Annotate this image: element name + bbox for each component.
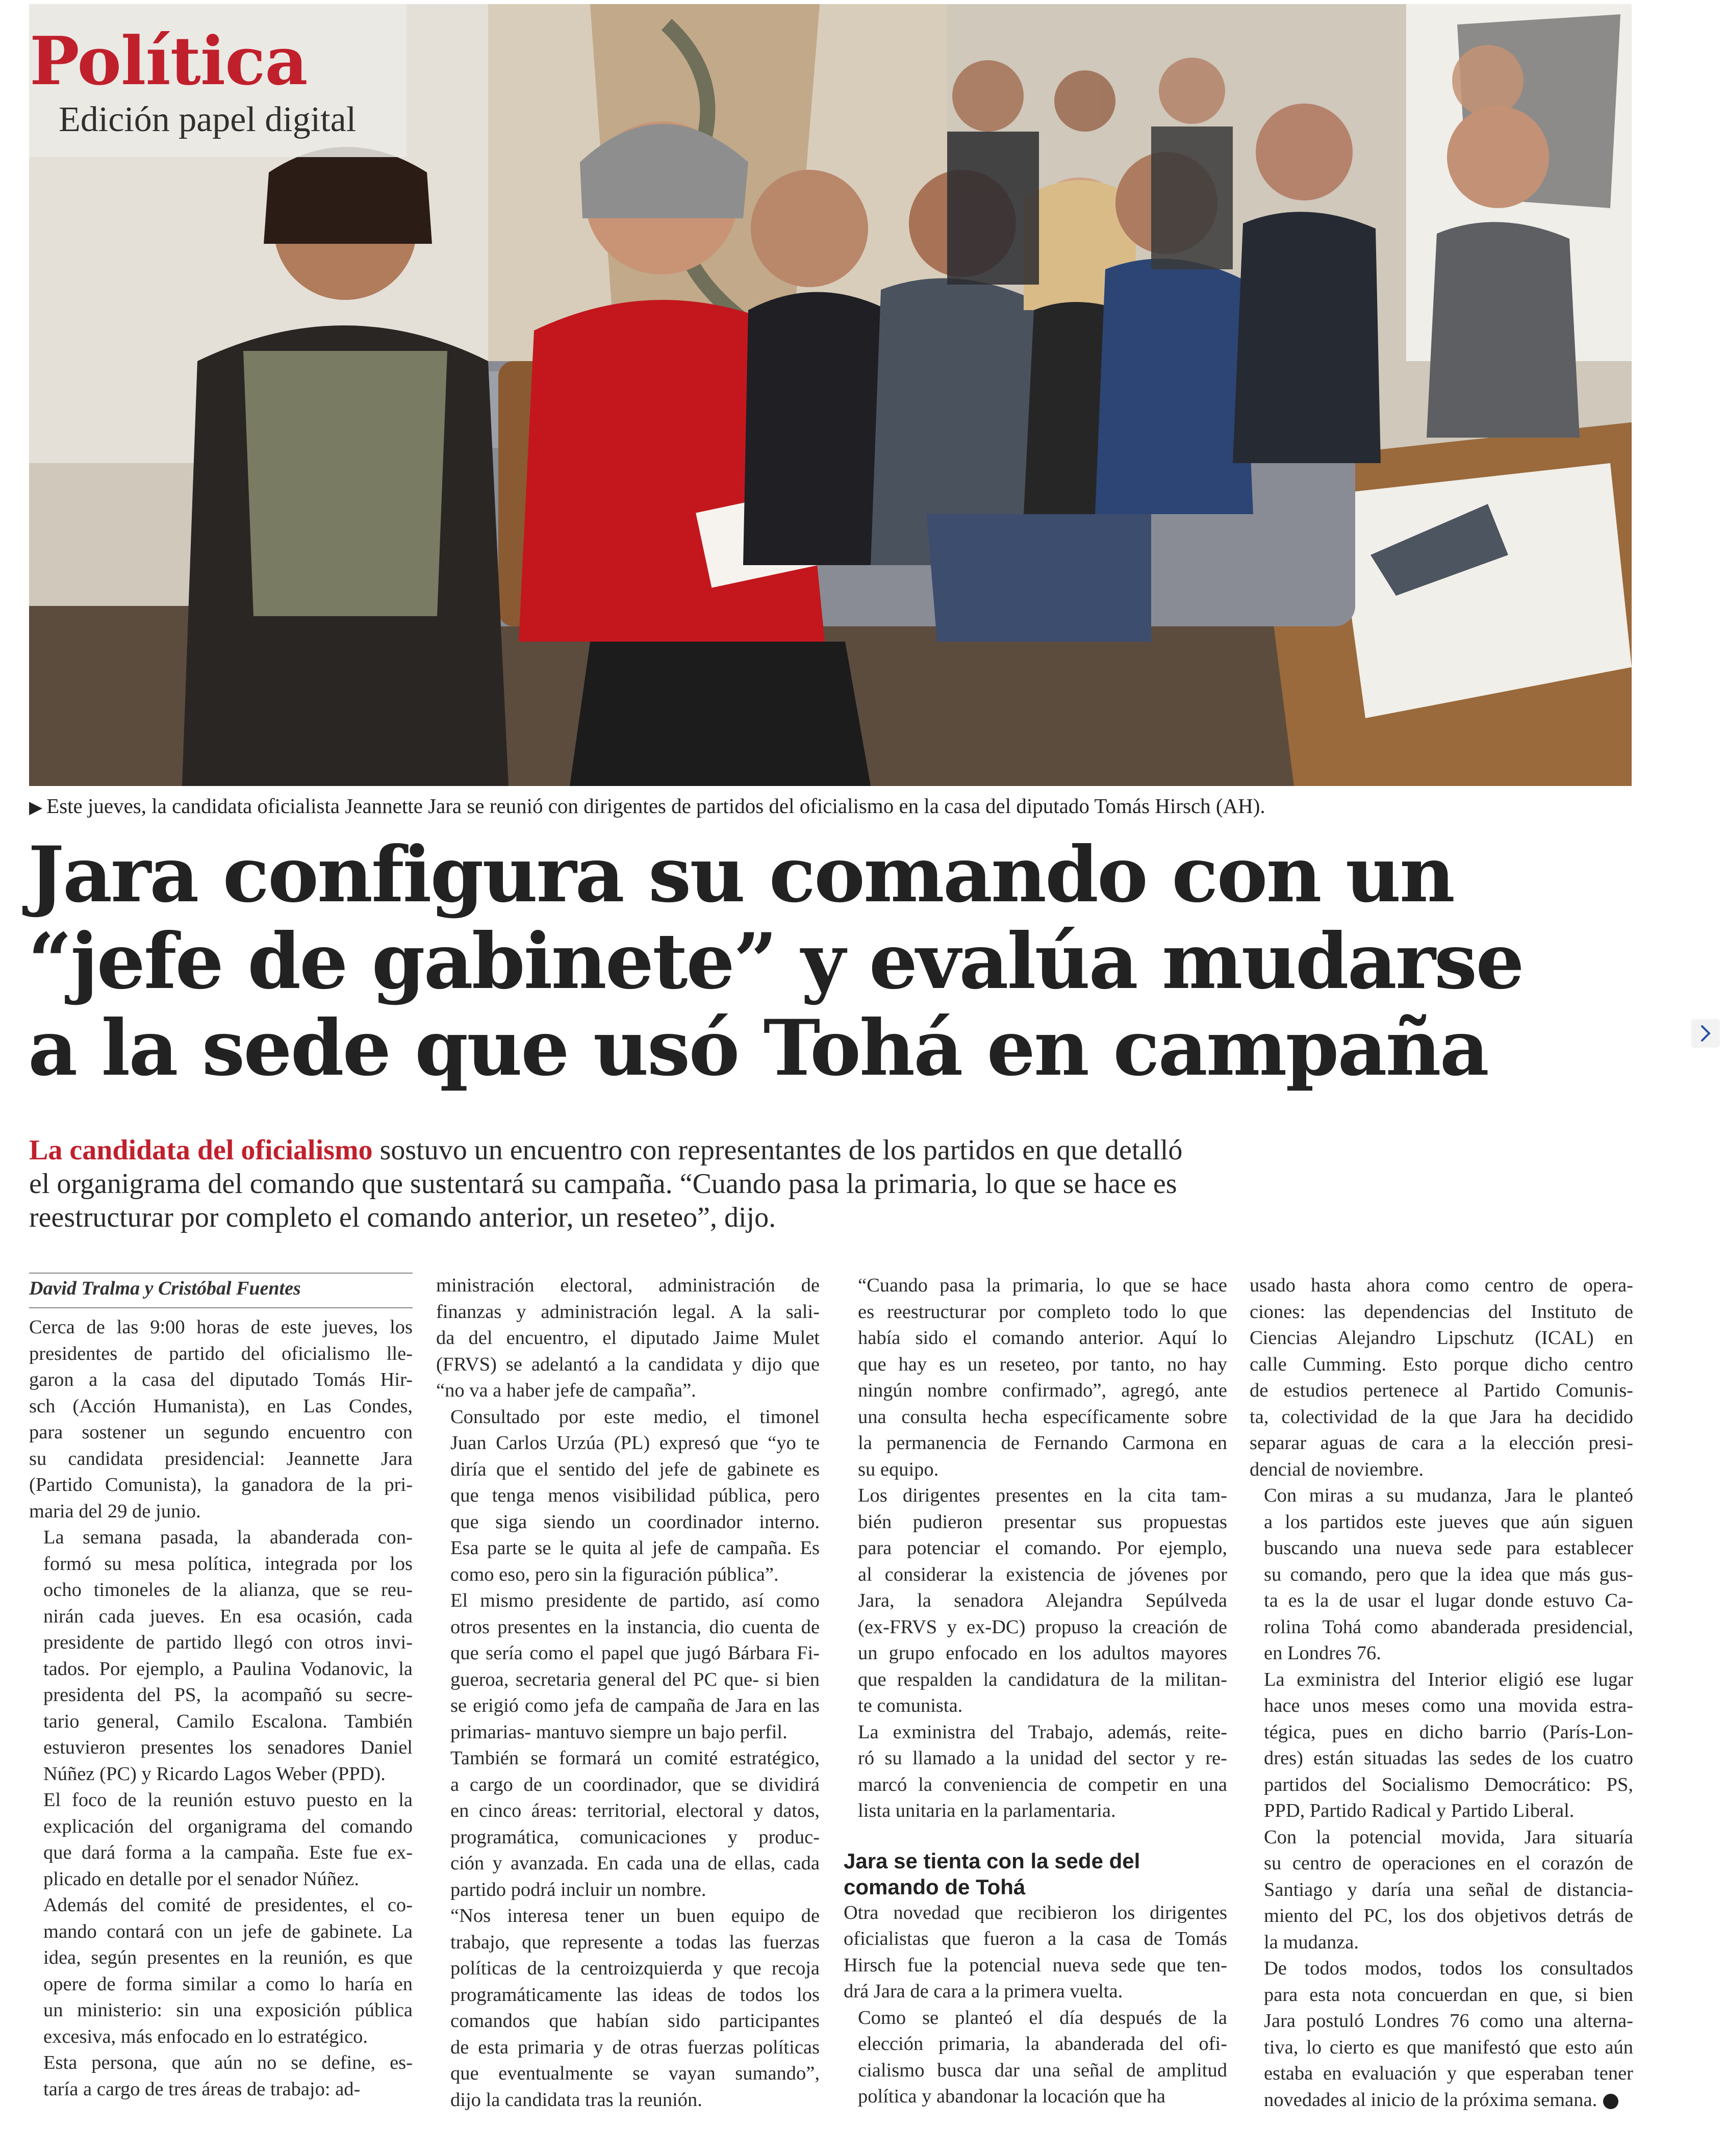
text-line: política y abandonar la locación que ha (858, 2086, 1165, 2107)
text-line: una consulta hecha específicamente sobre (858, 1406, 1227, 1428)
text-line: taría a cargo de tres áreas de trabajo: ad- (43, 2078, 361, 2100)
text-line: Jara postuló Londres 76 como una alterna- (1264, 2010, 1633, 2032)
byline: David Tralma y Cristóbal Fuentes (29, 1273, 413, 1303)
text-line: calle Cumming. Esto porque dicho centro (1250, 1353, 1633, 1375)
paragraph (1250, 1273, 1633, 1483)
paragraph (29, 1892, 413, 2050)
text-line: de esta primaria y de otras fuerzas políticas (450, 2036, 820, 2058)
text-line: El mismo presidente de partido, así como (450, 1590, 820, 1611)
paragraph (844, 1273, 1227, 1483)
headline-line-1: Jara configura su comando con un (28, 830, 1454, 920)
text-line: usado hasta ahora como centro de opera- (1250, 1275, 1633, 1296)
article-column-2 (436, 1273, 820, 2113)
text-line: para sostener un segundo encuentro con (29, 1422, 413, 1443)
text-line: presidenta del PS, la acompañó su secre- (43, 1684, 413, 1706)
article-column-4 (1250, 1273, 1633, 2113)
photo-caption (29, 792, 1631, 822)
text-line: otros presentes en la instancia, dio cuenta de (450, 1616, 820, 1638)
text-line: oficialistas que fueron a la casa de Tomás (844, 1928, 1227, 1949)
paragraph (844, 1719, 1227, 1824)
text-line: dres) están situadas las sedes de los cuatro (1264, 1747, 1633, 1769)
paragraph (29, 1314, 413, 1525)
text-line: ocho timoneles de la alianza, que se reu- (43, 1579, 413, 1601)
text-line: partido podrá incluir un nombre. (450, 1879, 706, 1900)
text-line: su centro de operaciones en el corazón de (1264, 1853, 1633, 1874)
text-line: “no va a haber jefe de campaña”. (436, 1380, 696, 1401)
text-line: es reestructurar por completo todo lo que (858, 1301, 1227, 1323)
text-line: drá Jara de cara a la primera vuelta. (844, 1981, 1123, 2002)
text-line: maria del 29 de junio. (29, 1500, 201, 1522)
text-line: Esa parte se le quita al jefe de campaña. Es (450, 1537, 820, 1559)
text-line: que hay es un reseteo, por tanto, no hay (858, 1353, 1227, 1375)
text-line: ró su llamado a la unidad del sector y re- (858, 1747, 1227, 1769)
paragraph (29, 2050, 413, 2102)
text-line: diría que el sentido del jefe de gabinete es (450, 1458, 820, 1480)
text-line: dijo la candidata tras la reunión. (450, 2089, 702, 2111)
text-line: separar aguas de cara a la elección presi- (1250, 1432, 1633, 1454)
text-line: en cinco áreas: territorial, electoral y datos, (450, 1800, 820, 1821)
text-line: que tenga menos visibilidad pública, pero (450, 1485, 820, 1506)
paragraph (29, 1787, 413, 1892)
text-line: Los dirigentes presentes en la cita tam- (858, 1485, 1227, 1506)
lead-line-3: reestructurar por completo el comando anterior, un reseteo”, dijo. (29, 1202, 776, 1233)
text-line: estuvieron presentes los senadores Daniel (43, 1737, 413, 1758)
section-subtitle: Edición papel digital (59, 100, 357, 139)
text-line: dencial de noviembre. (1250, 1458, 1424, 1480)
text-line: programática, comunicaciones y produc- (450, 1826, 820, 1848)
text-line: al considerar la existencia de jóvenes por (858, 1563, 1227, 1585)
text-line: un grupo enfocado en los adultos mayores (858, 1642, 1227, 1664)
text-line: Cerca de las 9:00 horas de este jueves, los (29, 1316, 413, 1338)
text-line: a los partidos este jueves que aún siguen (1264, 1511, 1633, 1533)
text-line: partidos del Socialismo Democrático: PS, (1264, 1773, 1633, 1795)
text-line: “Cuando pasa la primaria, lo que se hace (858, 1275, 1227, 1296)
text-line: miento del PC, los dos objetivos detrás de (1264, 1905, 1633, 1926)
text-line: novedades al inicio de la próxima semana. (1250, 2087, 1633, 2114)
lead-highlight: La candidata del oficialismo (29, 1134, 373, 1166)
text-line: estaba en evaluación y que esperaban tener (1264, 2063, 1633, 2084)
article-column-1 (29, 1273, 413, 2102)
text-line: Con miras a su mudanza, Jara le planteó (1264, 1485, 1633, 1506)
text-line: Consultado por este medio, el timonel (450, 1406, 820, 1428)
text-line: ningún nombre confirmado”, agregó, ante (858, 1380, 1227, 1401)
text-line: había sido el comando anterior. Aquí lo (858, 1327, 1227, 1349)
text-line: ta es la de usar el lugar donde estuvo Ca- (1264, 1590, 1633, 1611)
text-line: a cargo de un coordinador, que se dividirá (450, 1773, 820, 1795)
lead-line-1 (29, 1133, 1355, 1167)
text-line: que siga siendo un coordinador interno. (450, 1511, 820, 1533)
next-page-button[interactable] (1691, 1019, 1720, 1048)
text-line: explicación del organigrama del comando (43, 1815, 413, 1837)
text-line: El foco de la reunión estuvo puesto en la (43, 1789, 413, 1811)
headline-line-3: a la sede que usó Tohá en campaña (28, 1003, 1488, 1093)
byline-divider (29, 1307, 413, 1308)
text-line: ministración electoral, administración de (436, 1275, 820, 1296)
headline-line-2: “jefe de gabinete” y evalúa mudarse (28, 917, 1523, 1006)
text-line: la permanencia de Fernando Carmona en (858, 1432, 1227, 1454)
paragraph (844, 2005, 1227, 2110)
section-title: Política (30, 22, 308, 100)
text-line: (FRVS) se adelantó a la candidata y dijo que (436, 1353, 820, 1375)
text-line: que respalden la candidatura de la militan- (858, 1668, 1227, 1690)
text-line: en Londres 76. (1264, 1642, 1381, 1664)
text-line: comandos que habían sido participantes (450, 2010, 820, 2032)
text-line: bién pudieron presentar sus propuestas (858, 1511, 1227, 1533)
paragraph (1250, 1956, 1633, 2113)
text-line: Además del comité de presidentes, el co- (43, 1894, 413, 1916)
text-line: la mudanza. (1264, 1931, 1359, 1953)
text-line: gueroa, secretaria general del PC que- si bien (450, 1668, 820, 1690)
text-line: Con la potencial movida, Jara situaría (1264, 1826, 1633, 1848)
article-column-3 (844, 1273, 1227, 2110)
text-line: Otra novedad que recibieron los dirigentes (844, 1901, 1227, 1923)
text-line: se erigió como jefa de campaña de Jara en las (450, 1695, 820, 1716)
text-line: También se formará un comité estratégico, (450, 1747, 820, 1769)
text-line: su comando, pero que la idea que más gus- (1264, 1563, 1633, 1585)
article-headline (28, 830, 1523, 1093)
text-line: para esta nota concuerdan en que, si bien (1264, 1984, 1633, 2006)
text-line: un ministerio: sin una exposición pública (43, 1999, 413, 2021)
text-line: para potenciar el comando. Por ejemplo, (858, 1537, 1227, 1559)
text-line: ta, colectividad de la que Jara ha decidido (1250, 1406, 1633, 1428)
text-line: Jara, la senadora Alejandra Sepúlveda (858, 1590, 1227, 1611)
column-1-body (29, 1314, 413, 2102)
subheading-line-2: comando de Tohá (844, 1874, 1026, 1899)
text-line: trabajo, que represente a todas las fuerzas (450, 1931, 820, 1953)
text-line: que eventualmente se vayan sumando”, (450, 2063, 820, 2084)
end-of-article-icon (1603, 2094, 1618, 2109)
text-line: finanzas y administración legal. A la sali- (436, 1301, 820, 1323)
text-line: marcó la conveniencia de competir en una (858, 1773, 1227, 1795)
text-line: Juan Carlos Urzúa (PL) expresó que “yo te (450, 1432, 820, 1454)
text-line: tados. Por ejemplo, a Paulina Vodanovic, la (43, 1658, 413, 1680)
text-line: elección primaria, la abanderada del ofi- (858, 2033, 1227, 2054)
text-line: De todos modos, todos los consultados (1264, 1958, 1633, 1979)
text-line: hace unos meses como una movida estra- (1264, 1695, 1633, 1716)
paragraph (844, 1483, 1227, 1719)
text-line: te comunista. (858, 1695, 963, 1716)
text-line: mando contará con un jefe de gabinete. La (43, 1920, 413, 1942)
text-line: políticas de la centroizquierda y que recoja (450, 1958, 820, 1979)
text-line: ciones: las dependencias del Instituto de (1250, 1301, 1633, 1323)
paragraph (29, 1525, 413, 1787)
text-line: Núñez (PC) y Ricardo Lagos Weber (PPD). (43, 1763, 386, 1785)
column-3-body-top (844, 1273, 1227, 1824)
caption-triangle-icon: ▶ (29, 798, 43, 817)
text-line: tégica, pues en dicho barrio (París-Lon- (1264, 1721, 1633, 1743)
text-line: “Nos interesa tener un buen equipo de (450, 1905, 820, 1926)
text-line: idea, según presentes en la reunión, es que (43, 1947, 413, 1968)
text-line: Santiago y daría una señal de distancia- (1264, 1879, 1633, 1900)
text-line: (ex-FRVS y ex-DC) propuso la creación de (858, 1616, 1227, 1638)
text-line: formó su mesa política, integrada por los (43, 1553, 413, 1575)
text-line: Hirsch fue la potencial nueva sede que ten- (844, 1954, 1227, 1976)
text-line: presidentes de partido del oficialismo lle- (29, 1342, 413, 1364)
text-line: ción y avanzada. En cada una de ellas, cada (450, 1853, 820, 1874)
subheading (844, 1848, 1227, 1900)
column-4-body (1250, 1273, 1633, 2113)
text-line: que dará forma a la campaña. Este fue ex- (43, 1842, 413, 1863)
text-line: presidente de partido llegó con otros invi- (43, 1632, 413, 1653)
text-line: Esta persona, que aún no se define, es- (43, 2052, 413, 2073)
text-line: programáticamente las ideas de todos los (450, 1984, 820, 2006)
paragraph (436, 1903, 820, 2113)
text-line: da del encuentro, el diputado Jaime Mulet (436, 1327, 820, 1349)
text-line: de estudios pertenece al Partido Comunis- (1250, 1380, 1633, 1401)
text-line: plicado en detalle por el senador Núñez. (43, 1868, 359, 1890)
paragraph (1250, 1824, 1633, 1956)
text-line: su candidata presidencial: Jeannette Jara (29, 1448, 413, 1469)
text-line: nirán cada jueves. En esa ocasión, cada (43, 1605, 413, 1627)
chevron-right-icon (1698, 1024, 1713, 1043)
paragraph (436, 1273, 820, 1404)
paragraph (1250, 1667, 1633, 1824)
column-2-body (436, 1273, 820, 2113)
text-line: su equipo. (858, 1458, 939, 1480)
subheading-line-1: Jara se tienta con la sede del (844, 1848, 1140, 1873)
text-line: excesiva, más enfocado en lo estratégico. (43, 2025, 368, 2047)
paragraph (436, 1745, 820, 1903)
text-line: sch (Acción Humanista), en Las Condes, (29, 1395, 413, 1417)
text-line: Ciencias Alejandro Lipschutz (ICAL) en (1250, 1327, 1633, 1349)
column-3-body-bottom (844, 1900, 1227, 2110)
text-line: como eso, pero sin la figuración pública”. (450, 1563, 779, 1585)
text-line: (Partido Comunista), la ganadora de la pri- (29, 1474, 413, 1495)
text-line: La semana pasada, la abanderada con- (43, 1527, 413, 1548)
text-line: garon a la casa del diputado Tomás Hir- (29, 1369, 413, 1390)
lead-line-1-rest: sostuvo un encuentro con representantes de los partidos en que detalló (372, 1134, 1183, 1166)
text-line: rolina Tohá como abanderada presidencial, (1264, 1616, 1633, 1638)
article-lead (29, 1133, 1355, 1234)
paragraph (1250, 1483, 1633, 1667)
lead-line-2: el organigrama del comando que sustentará su campaña. “Cuando pasa la primaria, lo que se hace es (29, 1168, 1177, 1200)
text-line: PPD, Partido Radical y Partido Liberal. (1264, 1800, 1575, 1821)
text-line: La exministra del Trabajo, además, reite- (858, 1721, 1227, 1743)
photo-caption-text: Este jueves, la candidata oficialista Jeannette Jara se reunió con dirigentes de partidos del oficialismo en la casa del diputado Tomás Hirsch (AH). (46, 794, 1265, 818)
text-line: primarias- mantuvo siempre un bajo perfil. (450, 1721, 788, 1743)
text-line: La exministra del Interior eligió ese lugar (1264, 1668, 1633, 1690)
text-line: Como se planteó el día después de la (858, 2007, 1227, 2028)
text-line: opere de forma similar a como lo haría en (43, 1973, 413, 1995)
text-line: lista unitaria en la parlamentaria. (858, 1800, 1116, 1821)
paragraph (844, 1900, 1227, 2005)
paragraph (436, 1588, 820, 1745)
text-line: cialismo busca dar una señal de amplitud (858, 2059, 1227, 2081)
paragraph (436, 1404, 820, 1588)
text-line: buscando una nueva sede para establecer (1264, 1537, 1633, 1559)
text-line: que sería como el papel que jugó Bárbara Fi- (450, 1642, 820, 1664)
text-line: tiva, lo cierto es que manifestó que esto aún (1264, 2036, 1633, 2058)
text-line: tario general, Camilo Escalona. También (43, 1710, 413, 1732)
